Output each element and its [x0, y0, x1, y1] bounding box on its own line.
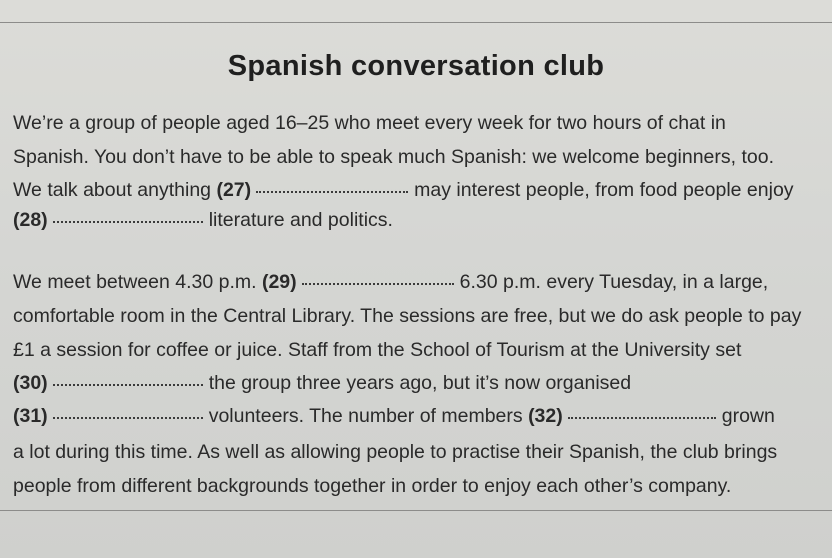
text-span: a lot during this time. As well as allowing people to practise their Spanish, the club brings: [13, 441, 778, 463]
text-span: grown: [721, 405, 775, 427]
answer-blank-27[interactable]: [256, 190, 408, 193]
top-rule: [0, 22, 832, 23]
paragraph1-line4: [13, 208, 393, 232]
text-span: £1 a session for coffee or juice. Staff from the School of Tourism at the University set: [13, 339, 742, 361]
paragraph2-line6: [13, 440, 777, 464]
paragraph1-line1: [13, 111, 726, 135]
text-span: may interest people, from food people enjoy: [414, 179, 794, 201]
text-span: literature and politics.: [208, 209, 393, 231]
text-span: We’re a group of people aged 16–25 who meet every week for two hours of chat in: [13, 112, 726, 134]
gap-number-29: (29): [261, 271, 297, 293]
answer-blank-30[interactable]: [53, 383, 203, 386]
text-span: people from different backgrounds together in order to enjoy each other’s company.: [13, 475, 732, 497]
text-span: Spanish. You don’t have to be able to speak much Spanish: we welcome beginners, too.: [13, 146, 775, 168]
paragraph2-line7: [13, 474, 731, 498]
text-span: We meet between 4.30 p.m.: [13, 271, 257, 293]
answer-blank-32[interactable]: [568, 416, 716, 419]
paragraph2-line5: [13, 404, 775, 428]
text-span: comfortable room in the Central Library. The sessions are free, but we do ask people to pay: [13, 305, 802, 327]
gap-number-30: (30): [13, 372, 48, 394]
text-span: 6.30 p.m. every Tuesday, in a large,: [459, 271, 769, 293]
text-span: volunteers. The number of members: [208, 405, 523, 427]
answer-blank-31[interactable]: [53, 416, 203, 419]
gap-number-28: (28): [13, 209, 48, 231]
paragraph2-line3: [13, 338, 741, 362]
gap-number-31: (31): [13, 405, 48, 427]
gap-number-32: (32): [528, 405, 563, 427]
bottom-rule: [0, 510, 832, 511]
page-title: Spanish conversation club: [227, 50, 605, 82]
paragraph2-line4: [13, 371, 631, 395]
answer-blank-29[interactable]: [302, 282, 454, 285]
answer-blank-28[interactable]: [53, 220, 203, 223]
text-span: We talk about anything: [13, 179, 212, 201]
paragraph2-line2: [13, 304, 801, 328]
paragraph2-line1: [13, 270, 768, 294]
paragraph1-line2: [13, 145, 774, 169]
paragraph1-line3: [13, 178, 794, 202]
text-span: the group three years ago, but it’s now organised: [208, 372, 632, 394]
gap-number-27: (27): [216, 179, 252, 201]
